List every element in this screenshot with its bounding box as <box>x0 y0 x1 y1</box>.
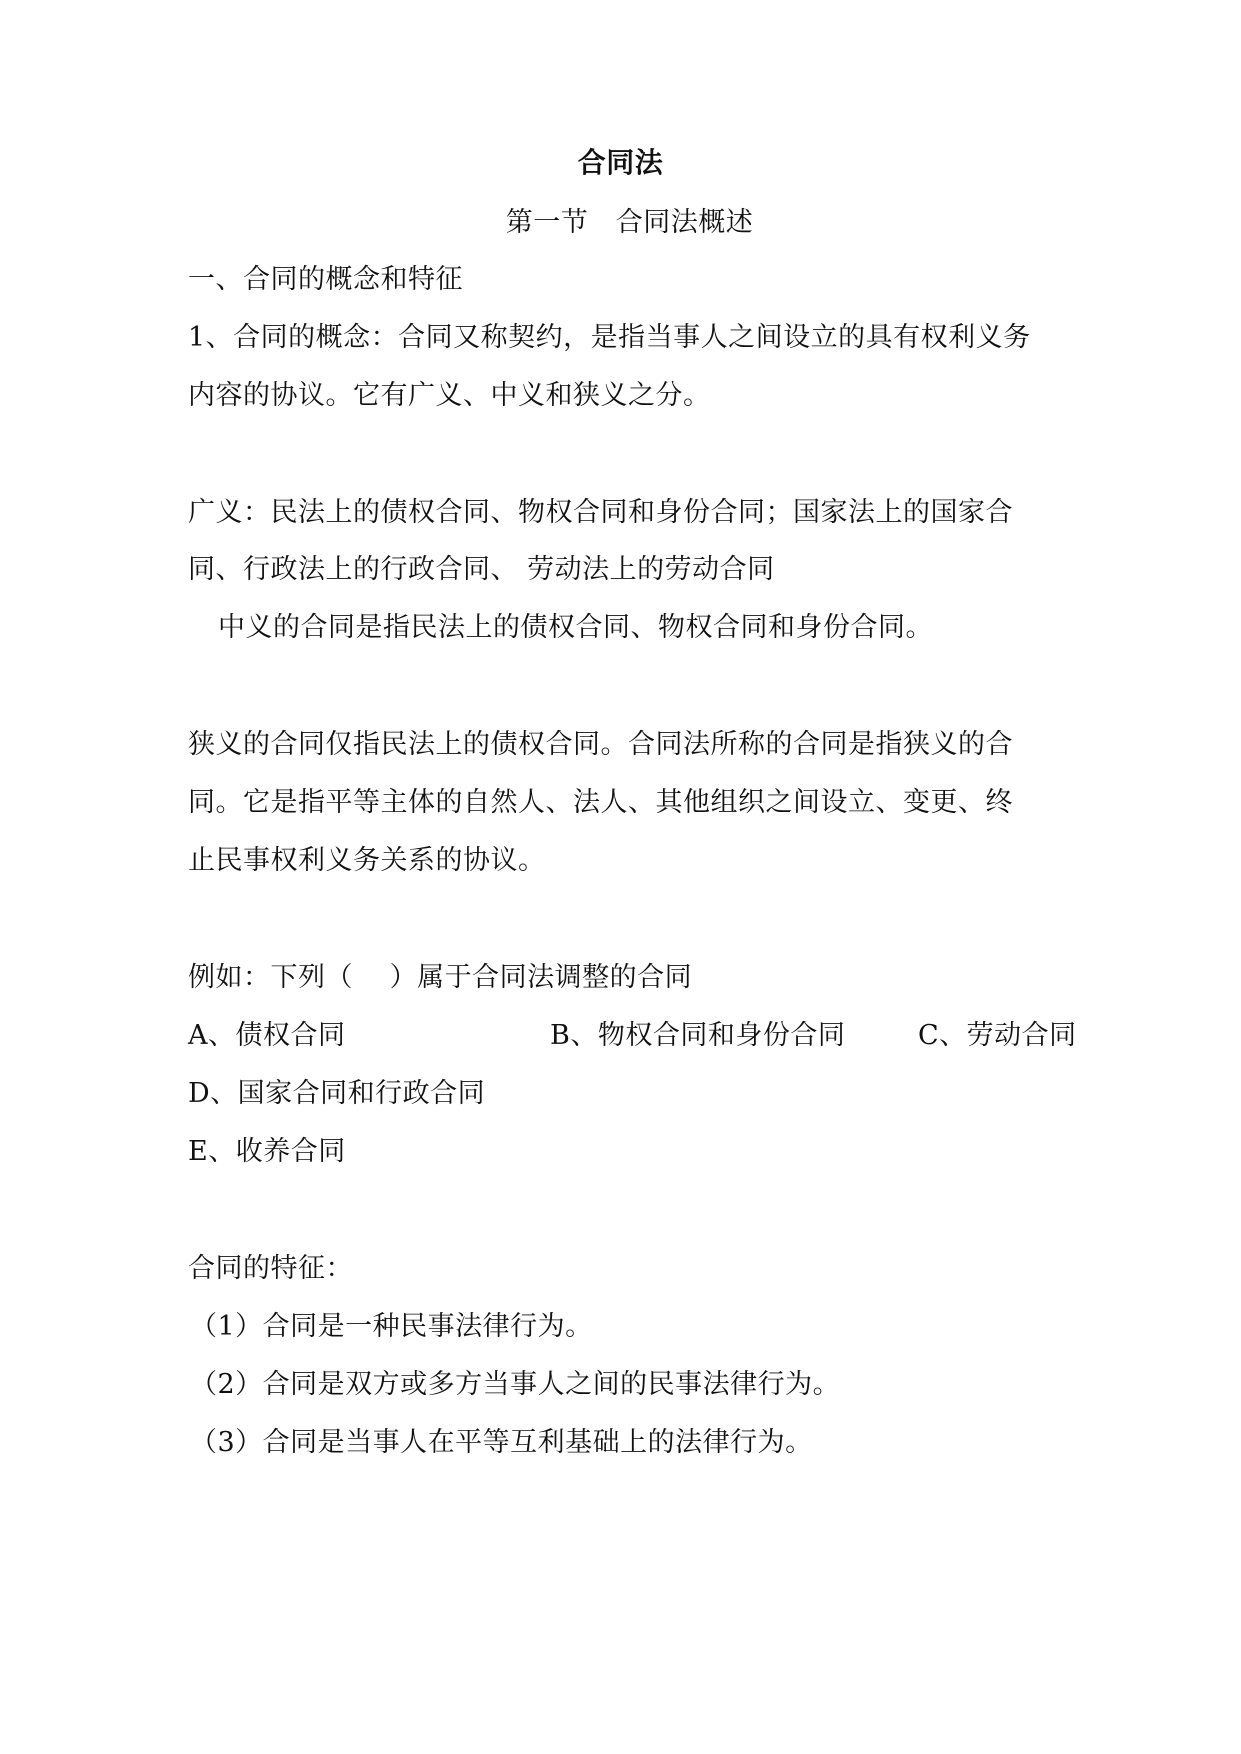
feature-item-2: （2）合同是双方或多方当事人之间的民事法律行为。 <box>190 1369 841 1400</box>
option-b: B、物权合同和身份合同 <box>550 1020 846 1051</box>
option-d: D、国家合同和行政合同 <box>188 1078 486 1109</box>
option-a: A、债权合同 <box>188 1020 346 1051</box>
document-title: 合同法 <box>577 146 664 179</box>
broad-line-1: 广义：民法上的债权合同、物权合同和身份合同；国家法上的国家合 <box>188 497 1013 528</box>
concept-line-2: 内容的协议。它有广义、中义和狭义之分。 <box>188 380 711 411</box>
narrow-line-3: 止民事权利义务关系的协议。 <box>188 845 546 876</box>
feature-item-1: （1）合同是一种民事法律行为。 <box>190 1311 593 1342</box>
narrow-line-2: 同。它是指平等主体的自然人、法人、其他组织之间设立、变更、终 <box>188 787 1013 818</box>
broad-line-2: 同、行政法上的行政合同、 劳动法上的劳动合同 <box>188 554 775 585</box>
example-question: 例如：下列（ ）属于合同法调整的合同 <box>188 962 693 993</box>
subheading: 一、合同的概念和特征 <box>188 264 463 295</box>
features-heading: 合同的特征： <box>188 1253 353 1284</box>
section-heading: 第一节 合同法概述 <box>505 207 754 238</box>
narrow-line-1: 狭义的合同仅指民法上的债权合同。合同法所称的合同是指狭义的合 <box>188 729 1013 760</box>
option-e: E、收养合同 <box>188 1136 346 1167</box>
middle-line: 中义的合同是指民法上的债权合同、物权合同和身份合同。 <box>218 612 933 643</box>
option-c: C、劳动合同 <box>918 1020 1077 1051</box>
concept-line-1: 1、合同的概念：合同又称契约，是指当事人之间设立的具有权利义务 <box>188 322 1031 353</box>
feature-item-3: （3）合同是当事人在平等互利基础上的法律行为。 <box>190 1427 813 1458</box>
